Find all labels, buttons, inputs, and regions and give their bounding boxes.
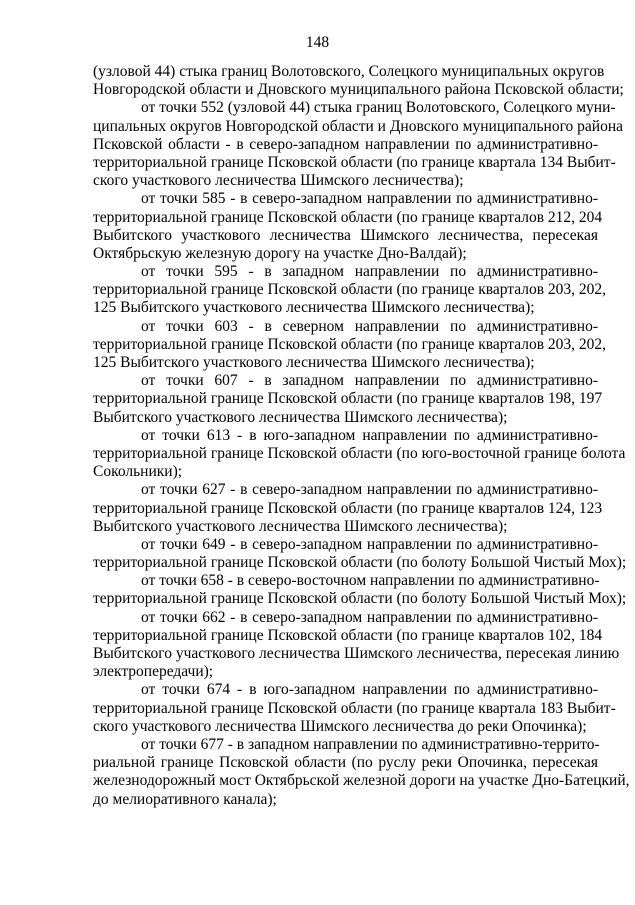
text-line: железнодорожный мост Октябрьской железной дороги на участке Дно-Батецкий, [93,772,630,790]
text-line: Сокольники); [93,463,183,481]
text-line: территориальной границе Псковской области (по границе кварталов 203, 202, [93,335,607,353]
text-line: Октябрьскую железную дорогу на участке Дно-Валдай); [93,244,467,262]
paragraph-first-line: от точки 649 - в северо-западном направлении по административно- [141,535,598,553]
text-line: 125 Выбитского участкового лесничества Шимского лесничества); [93,354,535,371]
text-line: территориальной границе Псковской области (по болоту Большой Чистый Мох); [93,590,627,608]
text-line: риальной границе Псковской области (по руслу реки Опочинка, пересекая [93,754,598,772]
paragraph-first-line: от точки 552 (узловой 44) стыка границ Волотовского, Солецкого муни- [141,99,616,117]
paragraph-first-line: от точки 674 - в юго-западном направлении по административно- [141,681,598,699]
text-line: Выбитского участкового лесничества Шимского лесничества); [93,517,508,535]
paragraph-first-line: от точки 607 - в западном направлении по административно- [141,372,598,390]
text-line: территориальной границе Псковской области (по границе кварталов 198, 197 [93,390,603,408]
paragraph-first-line: от точки 662 - в северо-западном направлении по административно- [141,608,598,626]
text-line: территориальной границе Псковской области (по юго-восточной границе болота [93,444,626,462]
text-line: Выбитского участкового лесничества Шимского лесничества, пересекая [93,226,598,244]
text-line: 125 Выбитского участкового лесничества Шимского лесничества); [93,299,535,317]
document-body [93,63,630,809]
text-line: Псковской области - в северо-западном направлении по административно- [93,135,598,153]
text-line: территориальной границе Псковской области (по границе кварталов 203, 202, [93,281,607,299]
text-line: электропередачи); [93,663,214,681]
text-line: ского участкового лесничества Шимского лесничества до реки Опочинка); [93,717,587,735]
paragraph-first-line: от точки 627 - в северо-западном направлении по административно- [141,481,598,499]
paragraph-first-line: от точки 595 - в западном направлении по административно- [141,263,598,281]
text-line: ского участкового лесничества Шимского лесничества); [93,172,464,190]
text-line: Выбитского участкового лесничества Шимского лесничества, пересекая линию [93,645,620,662]
paragraph-first-line: от точки 603 - в северном направлении по административно- [141,317,598,335]
text-line: территориальной границе Псковской области (по границе кварталов 124, 123 [93,499,603,517]
paragraph-first-line: от точки 658 - в северо-восточном направлении по административно- [141,572,600,590]
text-line: (узловой 44) стыка границ Волотовского, Солецкого муниципальных округов [93,63,605,80]
paragraph-first-line: от точки 677 - в западном направлении по административно-террито- [141,735,600,753]
page-number: 148 [305,34,330,51]
text-line: территориальной границе Псковской области (по границе кварталов 212, 204 [93,208,603,226]
text-line: до мелиоративного канала); [93,790,277,808]
text-line: территориальной границе Псковской области (по границе квартала 183 Выбит- [93,699,616,717]
paragraph-first-line: от точки 613 - в юго-западном направлении по административно- [141,426,598,444]
paragraph-first-line: от точки 585 - в северо-западном направлении по административно- [141,190,598,208]
text-line: территориальной границе Псковской области (по границе кварталов 102, 184 [93,626,603,644]
text-line: территориальной границе Псковской области (по границе квартала 134 Выбит- [93,153,616,171]
text-line: Выбитского участкового лесничества Шимского лесничества); [93,408,508,426]
text-line: ципальных округов Новгородской области и Дновского муниципального района [93,117,624,135]
text-line: территориальной границе Псковской области (по болоту Большой Чистый Мох); [93,554,627,572]
text-line: Новгородской области и Дновского муниципального района Псковской области; [93,81,624,99]
